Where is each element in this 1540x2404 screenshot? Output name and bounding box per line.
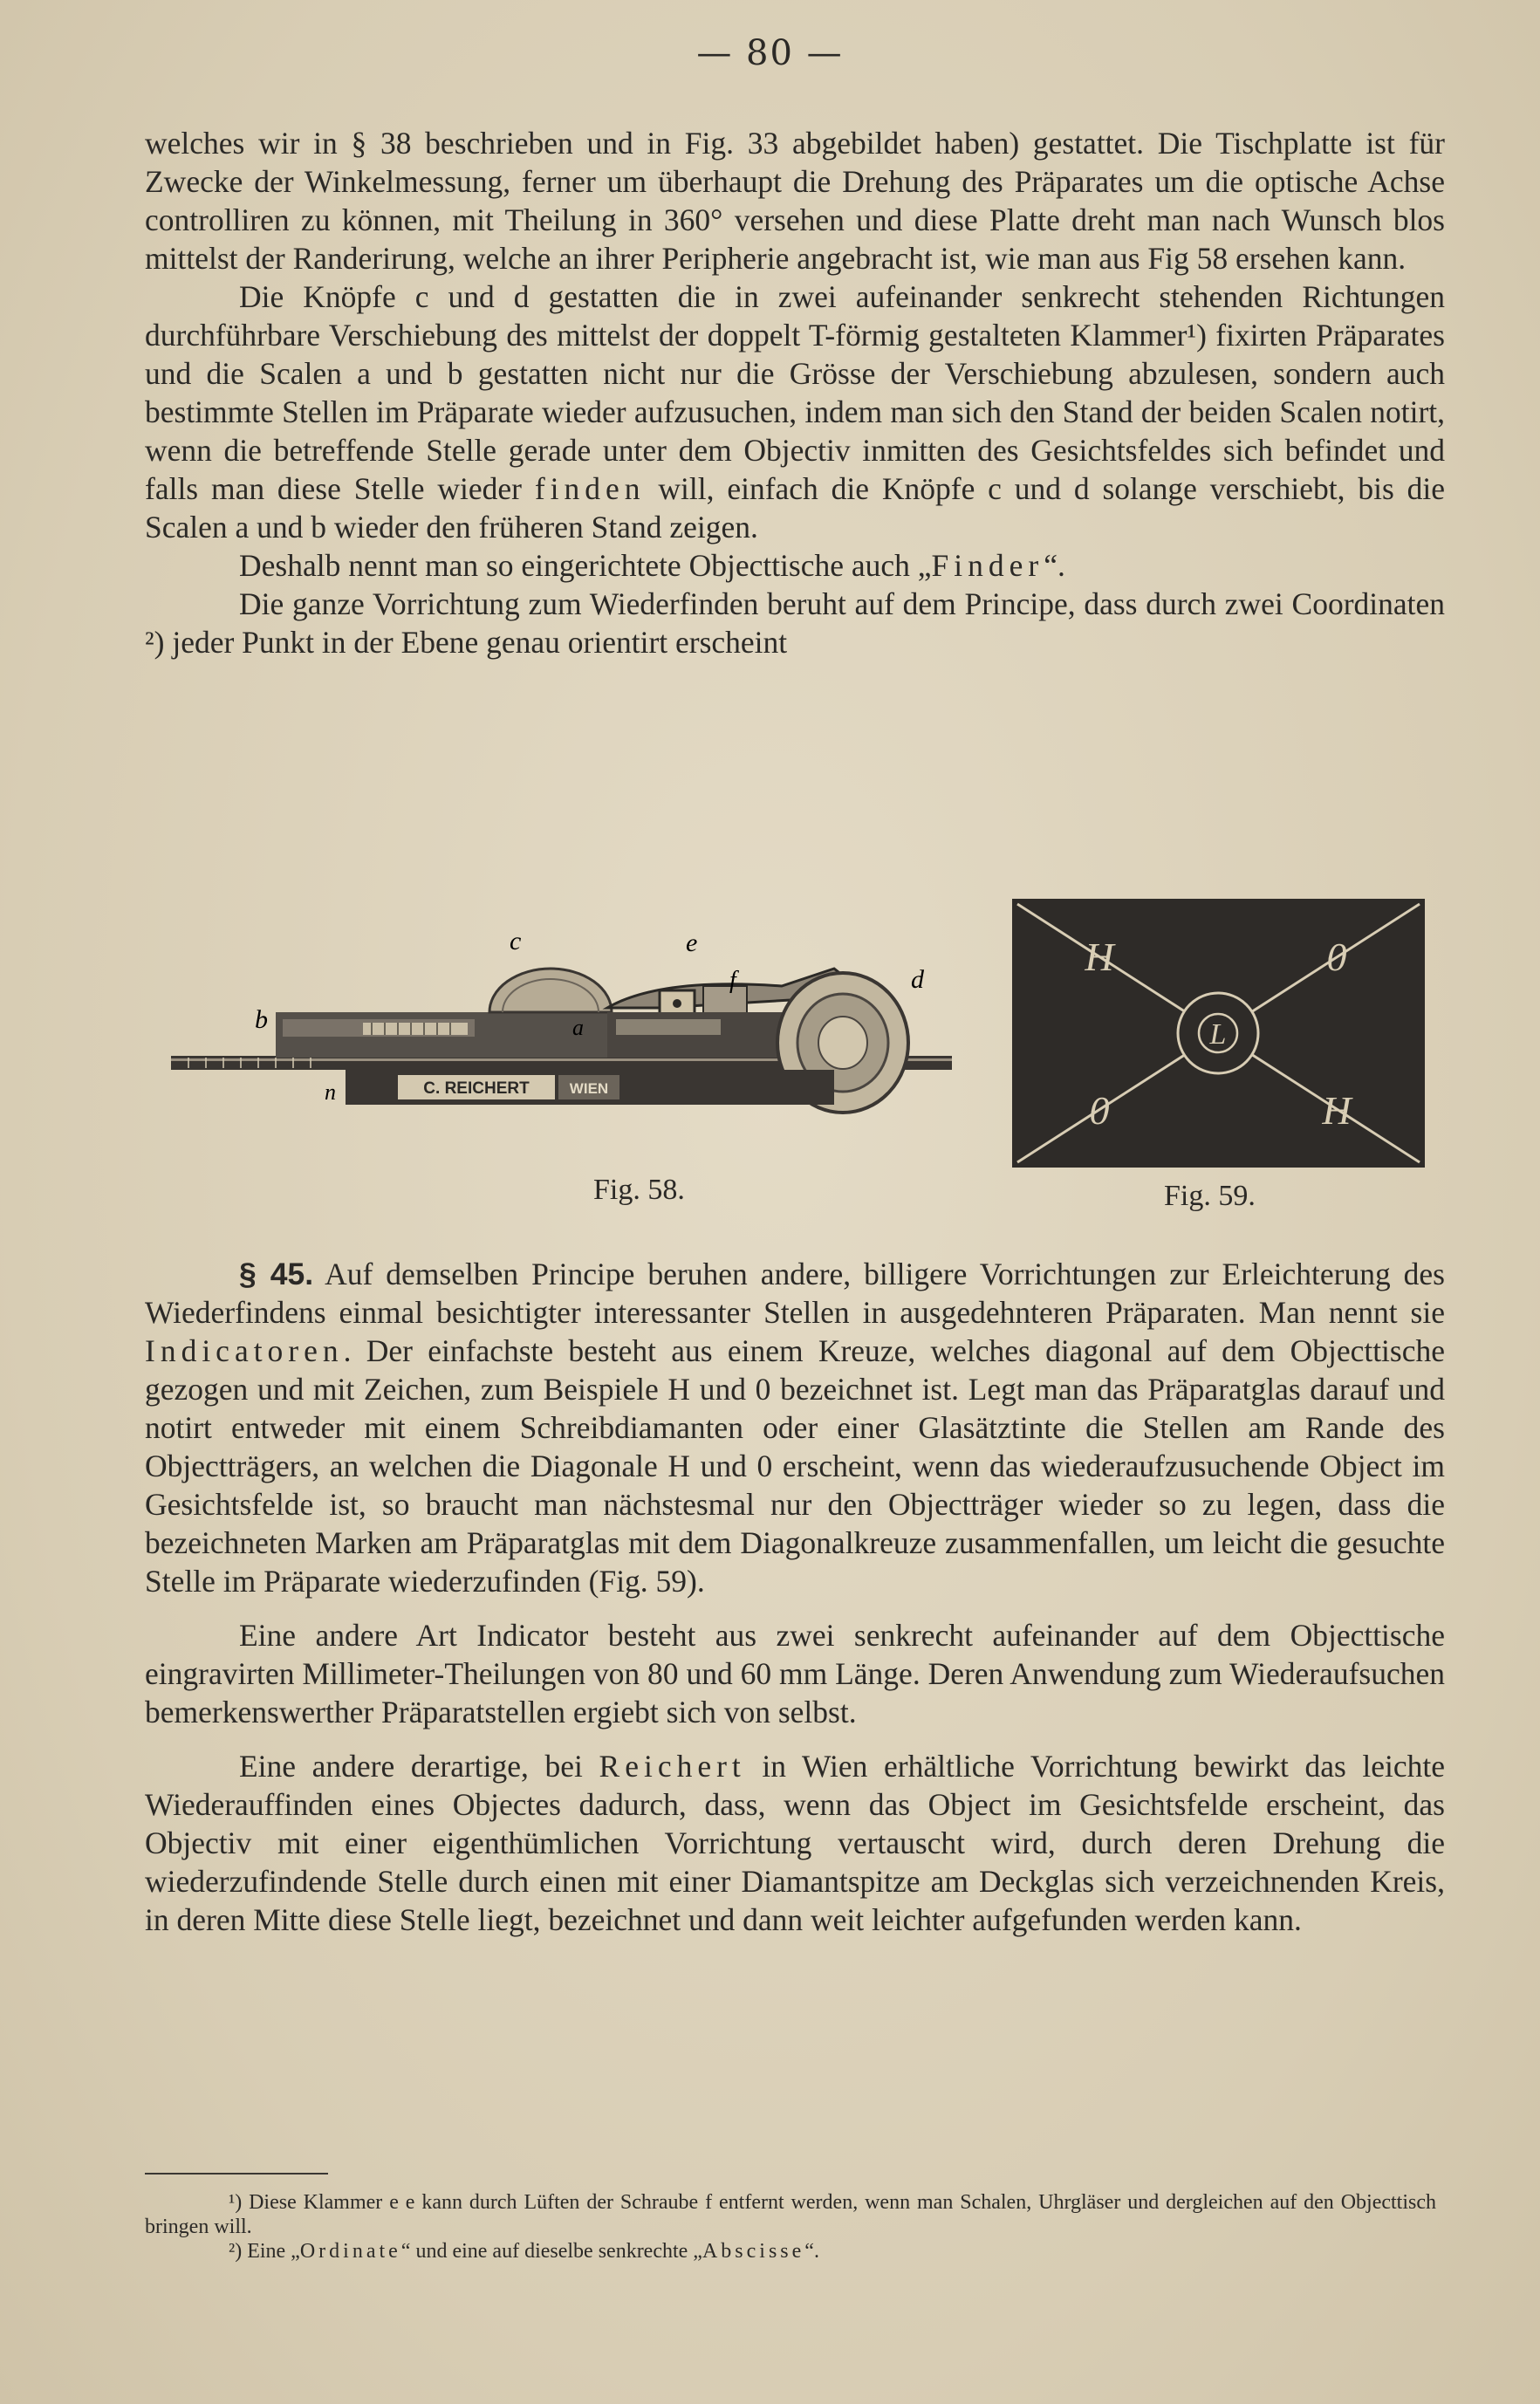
text-block-bottom (145, 1255, 1445, 1939)
figure-58-mechanical-stage (171, 925, 956, 1134)
fig58-label-f: f (729, 967, 736, 994)
fig59-mark-0-top: 0 (1326, 935, 1347, 979)
figure-59-caption: Fig. 59. (1164, 1180, 1256, 1212)
fig58-label-c: c (510, 927, 522, 955)
fig59-mark-h-top: H (1085, 935, 1114, 979)
paragraph-2: Die Knöpfe c und d gestatten die in zwei aufeinander senkrecht stehenden Richtungen durchführbare Verschiebung des mittelst der doppelt T-förmig gestalteten Klammer¹) fixirten Präparates und die Scalen a und b gestatten nicht nur die Grösse der Verschiebung abzulesen, sondern auch bestimmte Stellen im Präparate wieder aufzusuchen, indem man sich den Stand der beiden Scalen notirt, wenn die betreffende Stelle gerade unter dem Objectiv inmitten des Gesichtsfeldes sich befindet und falls man diese Stelle wieder finden will, einfach die Knöpfe c und d solange verschiebt, bis die Scalen a und b wieder den früheren Stand zeigen. (145, 279, 1445, 544)
footnote-rule (145, 2173, 328, 2175)
fig58-label-b: b (255, 1005, 268, 1034)
paragraph-7: Eine andere derartige, bei Reichert in Wien erhältliche Vorrichtung bewirkt das leichte Wiederauffinden eines Objectes dadurch, dass, wenn das Object im Gesichtsfelde erscheint, das Objectiv mit einer eigenthümlichen Vorrichtung vertauscht wird, durch deren Drehung die wiederzufindende Stelle durch einen mit einer Diamantspitze am Deckglas sich verzeichnenden Kreis, in deren Mitte diese Stelle liegt, bezeichnet und dann weit leichter aufgefunden werden kann. (145, 1749, 1445, 1937)
spaced-word-finden: finden (534, 471, 646, 506)
paragraph-6: Eine andere Art Indicator besteht aus zwei senkrecht aufeinander auf dem Objecttische eingravirten Millimeter-Theilungen von 80 und 60 mm Länge. Deren Anwendung zum Wiederaufsuchen bemerkenswerther Präparatstellen ergiebt sich von selbst. (145, 1618, 1445, 1729)
paragraph-3: Deshalb nennt man so eingerichtete Objecttische auch „Finder“. (239, 548, 1065, 583)
paragraph-4: Die ganze Vorrichtung zum Wiederfinden beruht auf dem Principe, dass durch zwei Coordinaten ²) jeder Punkt in der Ebene genau orientirt erscheint (145, 586, 1445, 660)
spaced-word-finder: Finder (931, 548, 1044, 583)
fig58-city-label: WIEN (569, 1080, 609, 1097)
figure-59-indicator-cross (1012, 899, 1425, 1168)
footnote-1: ¹) Diese Klammer e e kann durch Lüften der Schraube f entfernt werden, wenn man Schalen, Uhrgläser und dergleichen auf den Objecttisch bringen will. (145, 2191, 1436, 2238)
paragraph-1: welches wir in § 38 beschrieben und in Fig. 33 abgebildet haben) gestattet. Die Tischplatte ist für Zwecke der Winkelmessung, ferner um überhaupt die Drehung des Präparates um die optische Achse controlliren zu können, mit Theilung in 360° versehen und diese Platte dreht man nach Wunsch blos mittelst der Randerirung, welche an ihrer Peripherie angebracht ist, wie man aus Fig 58 ersehen kann. (145, 126, 1445, 276)
text-block-top (145, 124, 1445, 661)
fig59-mark-h-bottom: H (1322, 1088, 1352, 1133)
fig58-maker-label: C. REICHERT (423, 1079, 530, 1098)
section-number: § 45. (239, 1257, 314, 1291)
spaced-word-reichert: Reichert (599, 1749, 746, 1784)
figure-58-caption: Fig. 58. (593, 1174, 685, 1206)
page-number: — 80 — (696, 33, 844, 73)
spaced-word-indicatoren: Indicatoren (145, 1333, 344, 1368)
footnote-2: ²) Eine „Ordinate“ und eine auf dieselbe senkrechte „Abscisse“. (229, 2240, 819, 2263)
footnotes (145, 2190, 1436, 2264)
fig58-label-n: n (325, 1079, 336, 1105)
fig58-label-e: e (686, 928, 698, 957)
fig58-label-a: a (572, 1015, 584, 1040)
paragraph-5: § 45. Auf demselben Principe beruhen andere, billigere Vorrichtungen zur Erleichterung des Wiederfindens einmal besichtigter interessanter Stellen in ausgedehnteren Präparaten. Man nennt sie Indicatoren. Der einfachste besteht aus einem Kreuze, welches diagonal auf dem Objecttische gezogen und mit Zeichen, zum Beispiele H und 0 bezeichnet ist. Legt man das Präparatglas darauf und notirt entweder mit einem Schreibdiamanten oder einer Glasätztinte die Stellen am Rande des Objectträgers, an welchen die Diagonale H und 0 erscheint, wenn das wiederaufzusuchende Object im Gesichtsfelde ist, so braucht man nächstesmal nur den Objectträger wieder so zu legen, dass die bezeichneten Marken am Präparatglas mit dem Diagonalkreuze zusammenfallen, um leicht die gesuchte Stelle im Präparate wiederzufinden (Fig. 59). (145, 1257, 1446, 1599)
fig59-mark-0-bottom: 0 (1089, 1088, 1110, 1133)
fig58-label-d: d (911, 965, 924, 994)
fig59-center-label: L (1209, 1018, 1227, 1051)
